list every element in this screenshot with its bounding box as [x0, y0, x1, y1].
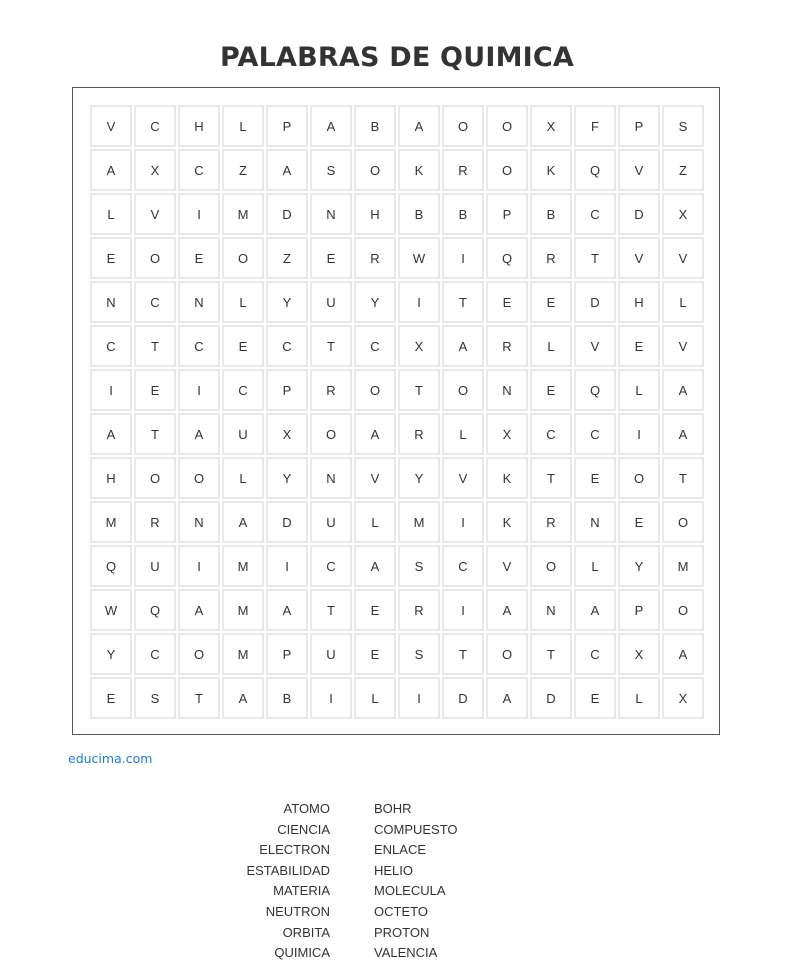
grid-cell: U [310, 633, 352, 675]
grid-cell: O [442, 105, 484, 147]
grid-cell: P [486, 193, 528, 235]
grid-cell: A [310, 105, 352, 147]
grid-cell: H [90, 457, 132, 499]
grid-cell: V [618, 237, 660, 279]
grid-cell: C [178, 325, 220, 367]
grid-cell: T [178, 677, 220, 719]
grid-cell: M [222, 589, 264, 631]
grid-cell: B [530, 193, 572, 235]
grid-cell: X [618, 633, 660, 675]
grid-cell: R [442, 149, 484, 191]
grid-cell: S [398, 545, 440, 587]
grid-cell: R [530, 237, 572, 279]
word-list-item: CIENCIA [277, 821, 330, 837]
grid-cell: Q [90, 545, 132, 587]
grid-cell: N [310, 457, 352, 499]
grid-cell: L [222, 105, 264, 147]
source-link[interactable]: educima.com [68, 751, 153, 766]
grid-cell: X [662, 677, 704, 719]
grid-cell: L [354, 677, 396, 719]
grid-cell: R [354, 237, 396, 279]
grid-cell: Y [354, 281, 396, 323]
grid-cell: L [618, 369, 660, 411]
grid-cell: A [662, 413, 704, 455]
grid-cell: O [486, 633, 528, 675]
grid-cell: P [618, 105, 660, 147]
grid-cell: P [266, 369, 308, 411]
grid-cell: I [442, 237, 484, 279]
grid-cell: L [222, 281, 264, 323]
grid-cell: I [178, 545, 220, 587]
grid-cell: V [486, 545, 528, 587]
grid-cell: E [178, 237, 220, 279]
grid-cell: E [486, 281, 528, 323]
grid-cell: R [310, 369, 352, 411]
grid-cell: V [662, 325, 704, 367]
grid-cell: K [486, 501, 528, 543]
grid-cell: C [90, 325, 132, 367]
grid-cell: A [90, 413, 132, 455]
grid-cell: N [574, 501, 616, 543]
grid-cell: A [662, 633, 704, 675]
grid-cell: W [90, 589, 132, 631]
grid-cell: O [530, 545, 572, 587]
grid-cell: C [574, 413, 616, 455]
grid-cell: E [310, 237, 352, 279]
grid-cell: O [134, 237, 176, 279]
grid-cell: Z [662, 149, 704, 191]
grid-cell: C [354, 325, 396, 367]
grid-cell: B [442, 193, 484, 235]
grid-cell: A [178, 413, 220, 455]
grid-cell: Q [574, 149, 616, 191]
grid-cell: I [398, 281, 440, 323]
grid-cell: A [486, 589, 528, 631]
grid-cell: M [222, 193, 264, 235]
grid-cell: O [134, 457, 176, 499]
grid-cell: V [354, 457, 396, 499]
grid-cell: Q [574, 369, 616, 411]
grid-cell: L [354, 501, 396, 543]
grid-cell: E [222, 325, 264, 367]
grid-cell: C [574, 193, 616, 235]
grid-cell: X [134, 149, 176, 191]
page-title: PALABRAS DE QUIMICA [219, 42, 575, 73]
grid-cell: E [530, 369, 572, 411]
grid-cell: K [398, 149, 440, 191]
grid-cell: N [310, 193, 352, 235]
grid-cell: U [310, 501, 352, 543]
grid-cell: L [90, 193, 132, 235]
word-list-item: MATERIA [273, 883, 330, 899]
grid-cell: C [266, 325, 308, 367]
word-list-right-column [374, 799, 458, 964]
grid-cell: E [354, 589, 396, 631]
grid-cell: D [442, 677, 484, 719]
grid-cell: B [398, 193, 440, 235]
word-list-item: VALENCIA [374, 945, 438, 961]
grid-cell: A [178, 589, 220, 631]
grid-cell: U [310, 281, 352, 323]
word-list-item: OCTETO [374, 903, 428, 919]
grid-cell: T [310, 589, 352, 631]
grid-cell: L [530, 325, 572, 367]
grid-cell: Z [222, 149, 264, 191]
grid-cell: E [530, 281, 572, 323]
grid-cell: C [134, 281, 176, 323]
grid-cell: O [442, 369, 484, 411]
word-list-item: BOHR [374, 801, 412, 816]
grid-cell: B [354, 105, 396, 147]
grid-cell: K [530, 149, 572, 191]
grid-cell: D [266, 501, 308, 543]
grid-cell: L [618, 677, 660, 719]
word-list-item: ATOMO [283, 801, 330, 816]
grid-cell: O [354, 149, 396, 191]
grid-cell: A [266, 589, 308, 631]
grid-cell: E [618, 325, 660, 367]
grid-cell: X [486, 413, 528, 455]
grid-cell: O [178, 457, 220, 499]
grid-cell: T [134, 413, 176, 455]
grid-cell: L [662, 281, 704, 323]
grid-cell: Y [266, 457, 308, 499]
grid-cell: M [222, 633, 264, 675]
grid-cell: P [266, 633, 308, 675]
word-list-item: NEUTRON [265, 903, 330, 919]
grid-cell: U [222, 413, 264, 455]
grid-cell: P [618, 589, 660, 631]
grid-cell: T [442, 633, 484, 675]
grid-cell: E [574, 677, 616, 719]
grid-cell: R [398, 413, 440, 455]
letter-grid [90, 105, 704, 719]
grid-cell: S [310, 149, 352, 191]
grid-cell: L [222, 457, 264, 499]
grid-cell: V [662, 237, 704, 279]
grid-cell: F [574, 105, 616, 147]
grid-cell: N [486, 369, 528, 411]
grid-cell: S [398, 633, 440, 675]
word-list-item: ORBITA [282, 924, 330, 940]
grid-cell: N [178, 501, 220, 543]
grid-cell: M [90, 501, 132, 543]
grid-cell: A [486, 677, 528, 719]
grid-cell: L [574, 545, 616, 587]
grid-cell: X [530, 105, 572, 147]
grid-cell: O [354, 369, 396, 411]
grid-cell: E [134, 369, 176, 411]
grid-cell: X [266, 413, 308, 455]
word-list-item: QUIMICA [274, 945, 330, 961]
grid-cell: V [90, 105, 132, 147]
grid-cell: T [310, 325, 352, 367]
grid-cell: U [134, 545, 176, 587]
grid-cell: O [618, 457, 660, 499]
grid-cell: B [266, 677, 308, 719]
grid-cell: A [662, 369, 704, 411]
grid-cell: E [90, 237, 132, 279]
grid-cell: C [134, 105, 176, 147]
grid-cell: O [222, 237, 264, 279]
grid-cell: Y [618, 545, 660, 587]
grid-cell: O [662, 589, 704, 631]
grid-cell: I [90, 369, 132, 411]
grid-cell: M [398, 501, 440, 543]
grid-cell: D [530, 677, 572, 719]
grid-cell: R [398, 589, 440, 631]
grid-cell: R [486, 325, 528, 367]
grid-cell: M [222, 545, 264, 587]
grid-cell: I [618, 413, 660, 455]
grid-cell: M [662, 545, 704, 587]
grid-cell: T [574, 237, 616, 279]
grid-cell: I [178, 369, 220, 411]
word-list-item: ELECTRON [259, 842, 330, 858]
grid-cell: I [398, 677, 440, 719]
grid-cell: Z [266, 237, 308, 279]
grid-cell: A [90, 149, 132, 191]
grid-cell: H [618, 281, 660, 323]
grid-cell: X [662, 193, 704, 235]
grid-cell: O [662, 501, 704, 543]
grid-cell: A [222, 501, 264, 543]
grid-cell: Y [398, 457, 440, 499]
grid-cell: X [398, 325, 440, 367]
grid-cell: I [178, 193, 220, 235]
grid-cell: C [178, 149, 220, 191]
grid-cell: Q [486, 237, 528, 279]
grid-cell: V [574, 325, 616, 367]
grid-cell: C [310, 545, 352, 587]
grid-cell: A [574, 589, 616, 631]
grid-cell: I [266, 545, 308, 587]
grid-cell: C [222, 369, 264, 411]
grid-cell: O [486, 149, 528, 191]
grid-cell: C [134, 633, 176, 675]
grid-cell: A [266, 149, 308, 191]
word-list-item: COMPUESTO [374, 821, 458, 837]
grid-cell: C [574, 633, 616, 675]
grid-cell: A [398, 105, 440, 147]
grid-cell: E [354, 633, 396, 675]
grid-cell: N [178, 281, 220, 323]
grid-cell: A [354, 545, 396, 587]
grid-cell: D [574, 281, 616, 323]
grid-cell: H [354, 193, 396, 235]
grid-cell: O [178, 633, 220, 675]
grid-cell: E [90, 677, 132, 719]
grid-cell: T [530, 457, 572, 499]
grid-cell: N [90, 281, 132, 323]
grid-cell: E [618, 501, 660, 543]
grid-cell: R [134, 501, 176, 543]
word-list-left-column [246, 799, 330, 964]
grid-cell: C [530, 413, 572, 455]
grid-cell: V [134, 193, 176, 235]
grid-cell: W [398, 237, 440, 279]
word-list-item: ENLACE [374, 842, 427, 858]
grid-cell: T [662, 457, 704, 499]
grid-cell: P [266, 105, 308, 147]
grid-cell: L [442, 413, 484, 455]
grid-cell: V [442, 457, 484, 499]
grid-cell: E [574, 457, 616, 499]
grid-cell: T [442, 281, 484, 323]
grid-cell: Y [266, 281, 308, 323]
word-list-item: MOLECULA [374, 883, 446, 899]
grid-cell: S [134, 677, 176, 719]
grid-cell: Y [90, 633, 132, 675]
grid-cell: T [530, 633, 572, 675]
grid-cell: A [442, 325, 484, 367]
grid-cell: I [310, 677, 352, 719]
word-list-item: ESTABILIDAD [246, 862, 330, 878]
word-list-item: HELIO [374, 862, 414, 878]
grid-cell: K [486, 457, 528, 499]
grid-cell: N [530, 589, 572, 631]
grid-cell: O [486, 105, 528, 147]
grid-cell: I [442, 589, 484, 631]
grid-cell: H [178, 105, 220, 147]
grid-cell: D [266, 193, 308, 235]
grid-cell: A [222, 677, 264, 719]
grid-cell: A [354, 413, 396, 455]
grid-cell: R [530, 501, 572, 543]
grid-cell: T [134, 325, 176, 367]
word-list-item: PROTON [374, 924, 430, 940]
grid-cell: I [442, 501, 484, 543]
grid-cell: C [442, 545, 484, 587]
grid-cell: D [618, 193, 660, 235]
grid-cell: V [618, 149, 660, 191]
grid-cell: S [662, 105, 704, 147]
grid-cell: Q [134, 589, 176, 631]
grid-cell: O [310, 413, 352, 455]
grid-cell: T [398, 369, 440, 411]
